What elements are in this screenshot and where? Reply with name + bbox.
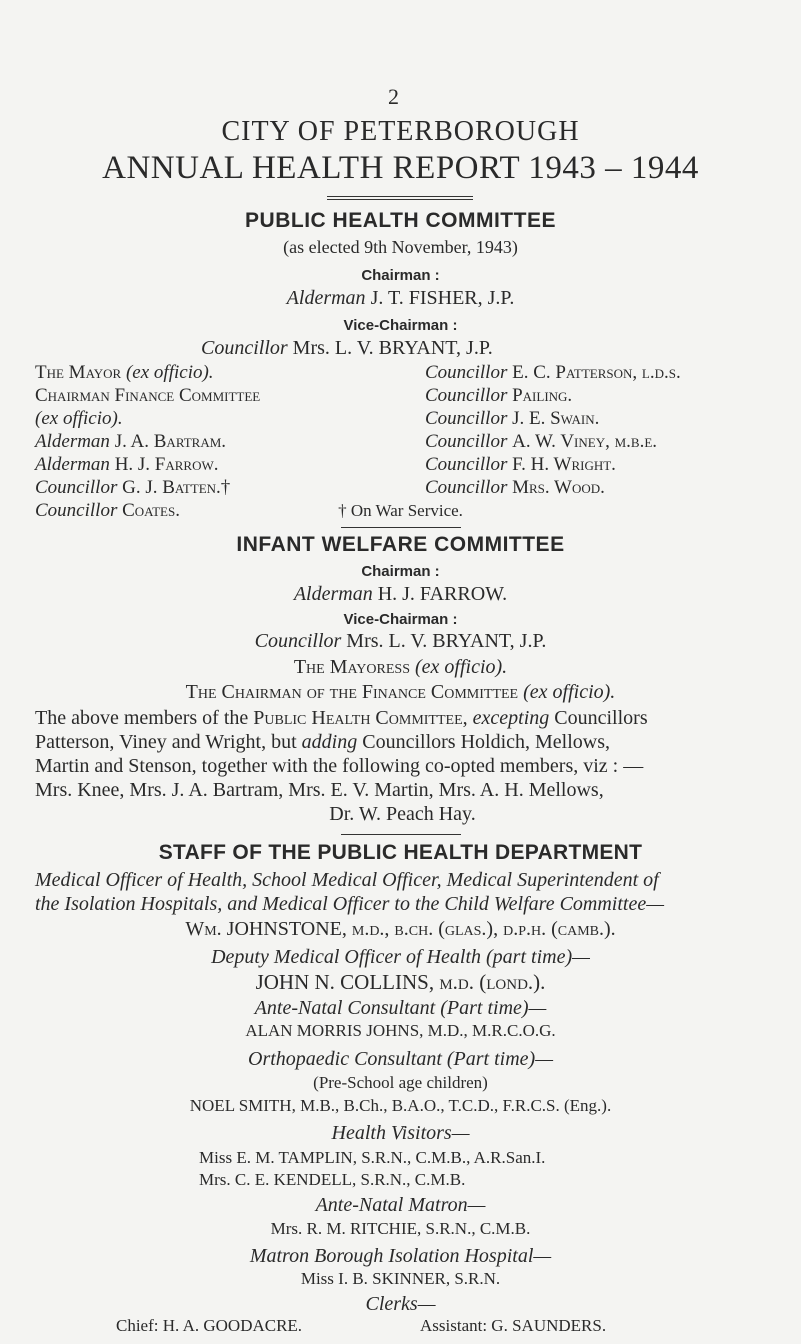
clerks-role: Clerks— xyxy=(365,1293,436,1315)
member-left-3: Alderman J. A. Bartram. xyxy=(35,431,227,452)
iw-paragraph: The above members of the Public Health Committee, excepting Councillors Patterson, Viney and Wright, but adding Councillors Holdich, Mellows, Martin and Stenson, together with the following co-opted members, viz : — Mrs. Knee, Mrs. J. A. Bartram, Mrs. E. V. Martin, Mrs. A. H. Mellows, Dr. W. Peach Hay. xyxy=(35,707,648,825)
vice-chairman-name: Mrs. L. V. BRYANT, J.P. xyxy=(292,337,493,359)
double-rule-bottom xyxy=(327,199,473,200)
vice-chairman-title: Councillor xyxy=(201,337,288,359)
infant-welfare-heading: INFANT WELFARE COMMITTEE xyxy=(236,533,565,556)
member-left-4: Alderman H. J. Farrow. xyxy=(35,454,219,475)
clerk-assistant: Assistant: G. SAUNDERS. xyxy=(420,1316,607,1335)
city-title: CITY OF PETERBOROUGH xyxy=(221,116,580,147)
member-right-3: Councillor A. W. Viney, m.b.e. xyxy=(425,431,658,452)
rule-staff xyxy=(341,834,461,835)
chairman-label: Chairman : xyxy=(361,267,440,284)
iw-finance-chair: The Chairman of the Finance Committee (ex officio). xyxy=(185,681,616,703)
health-visitors-role: Health Visitors— xyxy=(331,1122,470,1144)
ortho-role: Orthopaedic Consultant (Part time)— xyxy=(248,1048,553,1070)
deputy-role: Deputy Medical Officer of Health (part time)— xyxy=(211,946,590,968)
iw-chairman-line: Alderman H. J. FARROW. xyxy=(293,583,508,605)
health-visitor-1: Miss E. M. TAMPLIN, S.R.N., C.M.B., A.R.San.I. xyxy=(199,1148,546,1167)
war-service-footnote: † On War Service. xyxy=(338,501,463,520)
double-rule-top xyxy=(327,196,473,197)
report-title: ANNUAL HEALTH REPORT 1943 – 1944 xyxy=(102,150,699,186)
moh-line1: Medical Officer of Health, School Medical Officer, Medical Superintendent of xyxy=(35,869,659,891)
member-right-4: Councillor F. H. Wright. xyxy=(425,454,616,475)
iw-vice-label: Vice-Chairman : xyxy=(343,611,458,628)
public-health-heading: PUBLIC HEALTH COMMITTEE xyxy=(245,209,556,232)
chairman-line xyxy=(0,287,801,310)
member-right-5: Councillor Mrs. Wood. xyxy=(425,477,605,498)
deputy-name: JOHN N. COLLINS, m.d. (lond.). xyxy=(255,970,546,994)
moh-name: Wm. JOHNSTONE, m.d., b.ch. (glas.), d.p.h. (camb.). xyxy=(185,918,616,940)
page-number: 2 xyxy=(388,84,399,109)
staff-heading: STAFF OF THE PUBLIC HEALTH DEPARTMENT xyxy=(158,841,643,864)
iw-chairman-label: Chairman : xyxy=(361,563,440,580)
vice-chairman-line xyxy=(201,337,493,360)
rule-infant xyxy=(341,527,461,528)
iw-vice-line: Councillor Mrs. L. V. BRYANT, J.P. xyxy=(254,630,547,652)
member-left-5: Councillor G. J. Batten.† xyxy=(35,477,231,498)
ortho-sub: (Pre-School age children) xyxy=(313,1073,488,1092)
isolation-matron-role: Matron Borough Isolation Hospital— xyxy=(249,1245,552,1267)
member-left-6: Councillor Coates. xyxy=(35,500,180,521)
chairman-name: J. T. FISHER, J.P. xyxy=(370,287,515,309)
member-right-0: Councillor E. C. Patterson, l.d.s. xyxy=(425,362,681,383)
iw-mayoress: The Mayoress (ex officio). xyxy=(293,656,508,678)
member-right-2: Councillor J. E. Swain. xyxy=(425,408,600,429)
antenatal-role: Ante-Natal Consultant (Part time)— xyxy=(254,997,547,1019)
ortho-name: NOEL SMITH, M.B., B.Ch., B.A.O., T.C.D., F.R.C.S. (Eng.). xyxy=(189,1096,612,1115)
member-left-0: The Mayor (ex officio). xyxy=(35,362,214,383)
moh-line2: the Isolation Hospitals, and Medical Officer to the Child Welfare Committee— xyxy=(35,893,665,915)
matron-name: Mrs. R. M. RITCHIE, S.R.N., C.M.B. xyxy=(270,1219,531,1238)
health-visitor-2: Mrs. C. E. KENDELL, S.R.N., C.M.B. xyxy=(199,1170,466,1189)
member-right-1: Councillor Pailing. xyxy=(425,385,573,406)
vice-chairman-label: Vice-Chairman : xyxy=(343,317,458,334)
matron-role: Ante-Natal Matron— xyxy=(315,1194,486,1216)
member-left-1: Chairman Finance Committee xyxy=(35,385,261,406)
isolation-matron-name: Miss I. B. SKINNER, S.R.N. xyxy=(300,1269,501,1288)
chairman-title: Alderman xyxy=(286,287,366,309)
clerk-chief: Chief: H. A. GOODACRE. xyxy=(116,1316,303,1335)
member-left-2: (ex officio). xyxy=(35,408,123,429)
election-note: (as elected 9th November, 1943) xyxy=(283,237,518,257)
antenatal-name: ALAN MORRIS JOHNS, M.D., M.R.C.O.G. xyxy=(245,1021,556,1040)
